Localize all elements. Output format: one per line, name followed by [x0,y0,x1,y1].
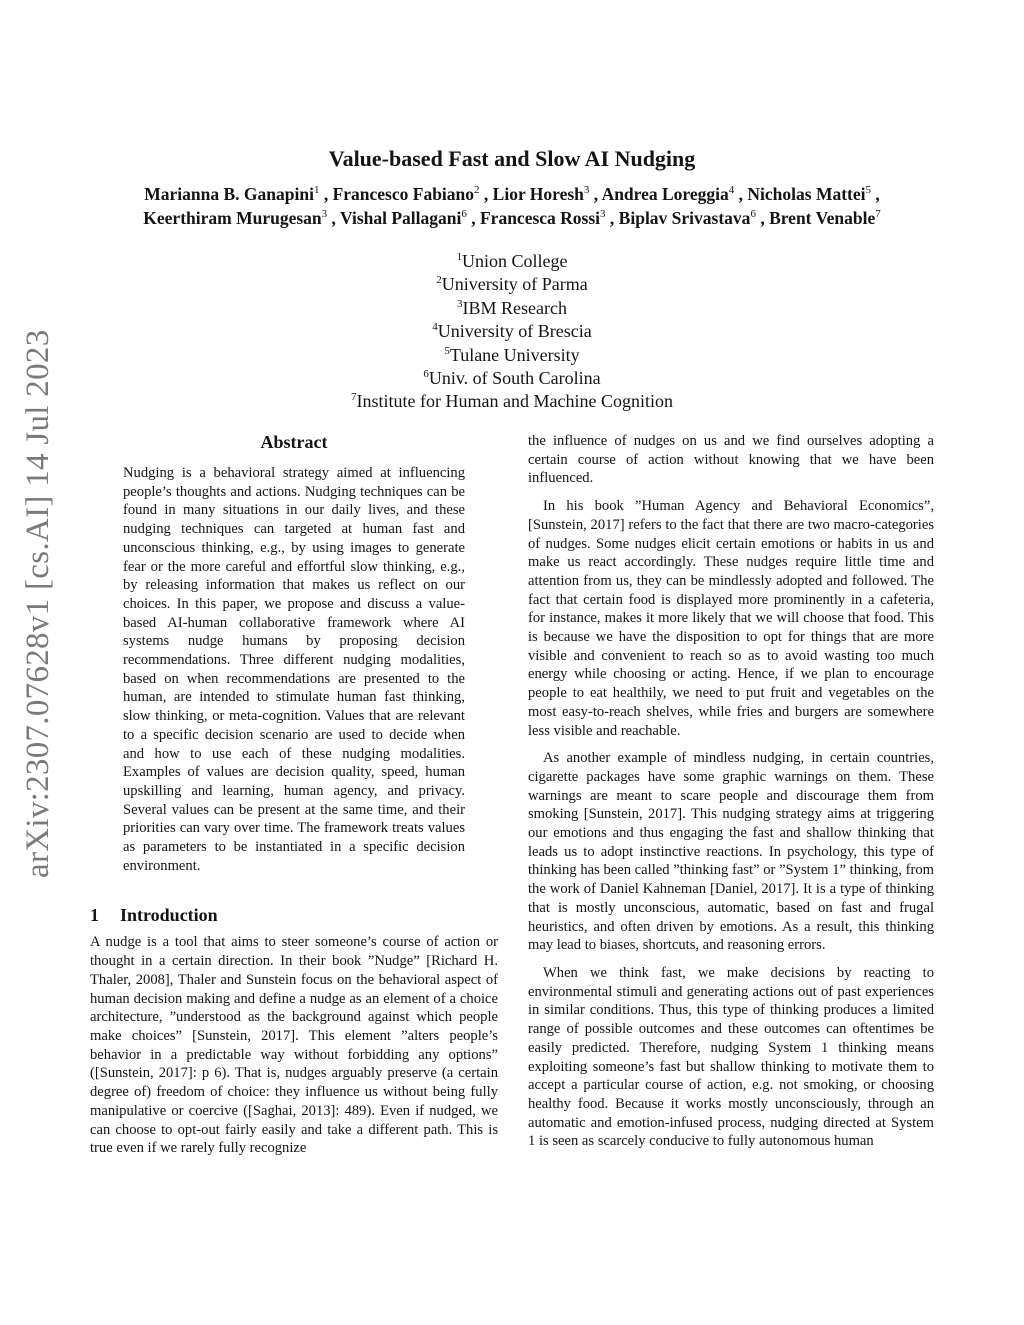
affiliation-number: 3 [457,297,463,310]
abstract-text: Nudging is a behavioral strategy aimed at influencing people’s thoughts and actions. Nudging techniques can be found in many situations in our daily lives, and these nudging techniques can targeted at human fast and unconscious thinking, e.g., by using images to generate fear or the more careful and effortful slow thinking, e.g., by releasing information that makes us reflect on our choices. In this paper, we propose and discuss a value-based AI-human collaborative framework where AI systems nudge humans by proposing decision recommendations. Three different nudging modalities, based on when recommendations are presented to the human, are intended to stimulate human fast thinking, slow thinking, or meta-cognition. Values that are relevant to a specific decision scenario are used to decide when and how to use each of these nudging modalities. Examples of values are decision quality, speed, human upskilling and learning, human agency, and privacy. Several values can be present at the same time, and their priorities can vary over time. The framework treats values as parameters to be instantiated in a specific decision environment. [123,465,465,874]
author-affil-mark: 6 [461,208,467,221]
author-name: Keerthiram Murugesan [143,208,322,228]
affiliation [0,367,1024,390]
affiliation [0,344,1024,367]
paper-title: Value-based Fast and Slow AI Nudging [328,146,696,171]
author-name: Andrea Loreggia [601,184,729,204]
author-name: Biplav Srivastava [618,208,751,228]
affiliation-name: IBM Research [462,297,567,318]
author-name: Lior Horesh [492,184,584,204]
author-affil-mark: 5 [865,184,871,197]
author-name: Marianna B. Ganapini [144,184,314,204]
author-name: Francesca Rossi [479,208,601,228]
body-paragraph: As another example of mindless nudging, in certain countries, cigarette packages have some graphic warnings on them. These warnings are meant to scare people and discourage them from smoking [Sunstein, 2017]. This nudging strategy aims at triggering our emotions and thus engaging the fast and shallow thinking that leads us to adopt instinctive reactions. In psychology, this type of thinking has been called ”thinking fast” or ”System 1” thinking, from the work of Daniel Kahneman [Daniel, 2017]. It is a type of thinking that is mostly unconscious, automatic, based on fast and frugal heuristics, and often driven by emotions. As a result, this thinking may lead to biases, shortcuts, and reasoning errors. [528,750,934,954]
body-paragraph: In his book ”Human Agency and Behavioral Economics”, [Sunstein, 2017] refers to the fact that there are two macro-categories of nudges. Some nudges elicit certain emotions or habits in us and make us react accordingly. These nudges require little time and attention from us, they can be mindlessly adopted and followed. The fact that certain food is displayed more prominently in a cafeteria, for instance, makes it more likely that we will choose that food. This is because we have the disposition to opt for things that are more visible and convenient to reach so as to avoid wasting too much energy while choosing or acting. Hence, if we plan to encourage people to eat healthily, we need to put fruit and vegetables on the most easy-to-reach shelves, while fries and burgers are somewhere less visible and reachable. [528,498,934,739]
affiliation [0,273,1024,296]
author-affil-mark: 3 [321,208,328,221]
affiliation-name: Univ. of South Carolina [428,368,601,389]
right-column [528,432,934,1151]
abstract-heading: Abstract [260,432,328,452]
left-column [90,430,498,1158]
affiliation [0,320,1024,343]
body-paragraph: When we think fast, we make decisions by reacting to environmental stimuli and generating actions out of past experiences in similar conditions. Thus, this type of thinking produces a limited range of possible outcomes and these outcomes can oftentimes be easily predicted. Therefore, nudging System 1 thinking means exploiting someone’s fast but shallow thinking to motivate them to accept a particular course of action, e.g. not smoking, or choosing healthy food. Because it works mostly unconsciously, through an automatic and emotion-infused process, nudging directed at System 1 is seen as scarcely conducive to fully autonomous human [528,964,934,1150]
arxiv-side-identifier: arXiv:2307.07628v1 [cs.AI] 14 Jul 2023 [20,329,56,878]
author-name: Brent Venable [769,208,876,228]
affiliation-name: University of Parma [441,274,588,295]
body-paragraph: A nudge is a tool that aims to steer someone’s course of action or thought in a certain direction. In their book ”Nudge” [Richard H. Thaler, 2008], Thaler and Sunstein focus on the behavioral aspect of human decision making and define a nudge as an element of a choice architecture, ”understood as the background against which people make choices” [Sunstein, 2017]. This element ”alters people’s behavior in a predictable way without forbidding any options” ([Sunstein, 2017]: p 6). That is, nudges arguably preserve (a certain degree of) freedom of choice: they influence us without being fully manipulative or coercive ([Saghai, 2013]: 489). Even if nudged, we can choose to opt-out fairly easily and take a different path. This is true even if we rarely fully recognize [90,934,498,1157]
affiliation-name: Institute for Human and Machine Cognition [356,391,673,412]
affiliation-number: 1 [456,251,462,263]
affiliation [0,297,1024,320]
author-affil-mark: 3 [583,184,590,197]
affiliation-name: Tulane University [449,344,580,365]
body-paragraph: the influence of nudges on us and we find ourselves adopting a certain course of action without knowing that we have been influenced. [528,433,934,487]
affiliation [0,250,1024,273]
affiliation-number: 5 [444,344,450,357]
affiliation-name: University of Brescia [437,321,592,342]
affiliation-number: 4 [432,321,438,334]
section-heading-introduction [90,903,498,927]
author-affil-mark: 4 [728,184,735,197]
affiliation-number: 2 [436,274,442,287]
author-affil-mark: 1 [313,184,320,197]
author-name: Francesco Fabiano [332,184,475,204]
author-name: Nicholas Mattei [747,184,866,204]
author-affil-mark: 2 [474,184,480,197]
affiliation-name: Union College [462,251,568,271]
section-title: Introduction [120,905,218,926]
affiliation [0,390,1024,413]
author-affil-mark: 6 [750,208,756,221]
author-list: Marianna B. Ganapini$^1$ , Francesco Fabiano$^2$ , Lior Horesh$^3$ , Andrea Loreggia$^4$ , Nicholas Mattei$^5$ , Keerthiram Murugesan$^3$ , Vishal Pallagani$^6$ , Francesca Rossi$^3$ , Biplav Srivastava$^6$ , Brent Venable$^7$ [143,184,881,228]
author-name: Vishal Pallagani [339,208,462,228]
author-affil-mark: 7 [875,208,881,221]
section-number: 1 [90,905,99,926]
author-affil-mark: 3 [600,208,606,221]
affiliation-number: 6 [423,368,429,381]
affiliation-list [0,250,1024,414]
affiliation-number: 7 [351,391,357,404]
